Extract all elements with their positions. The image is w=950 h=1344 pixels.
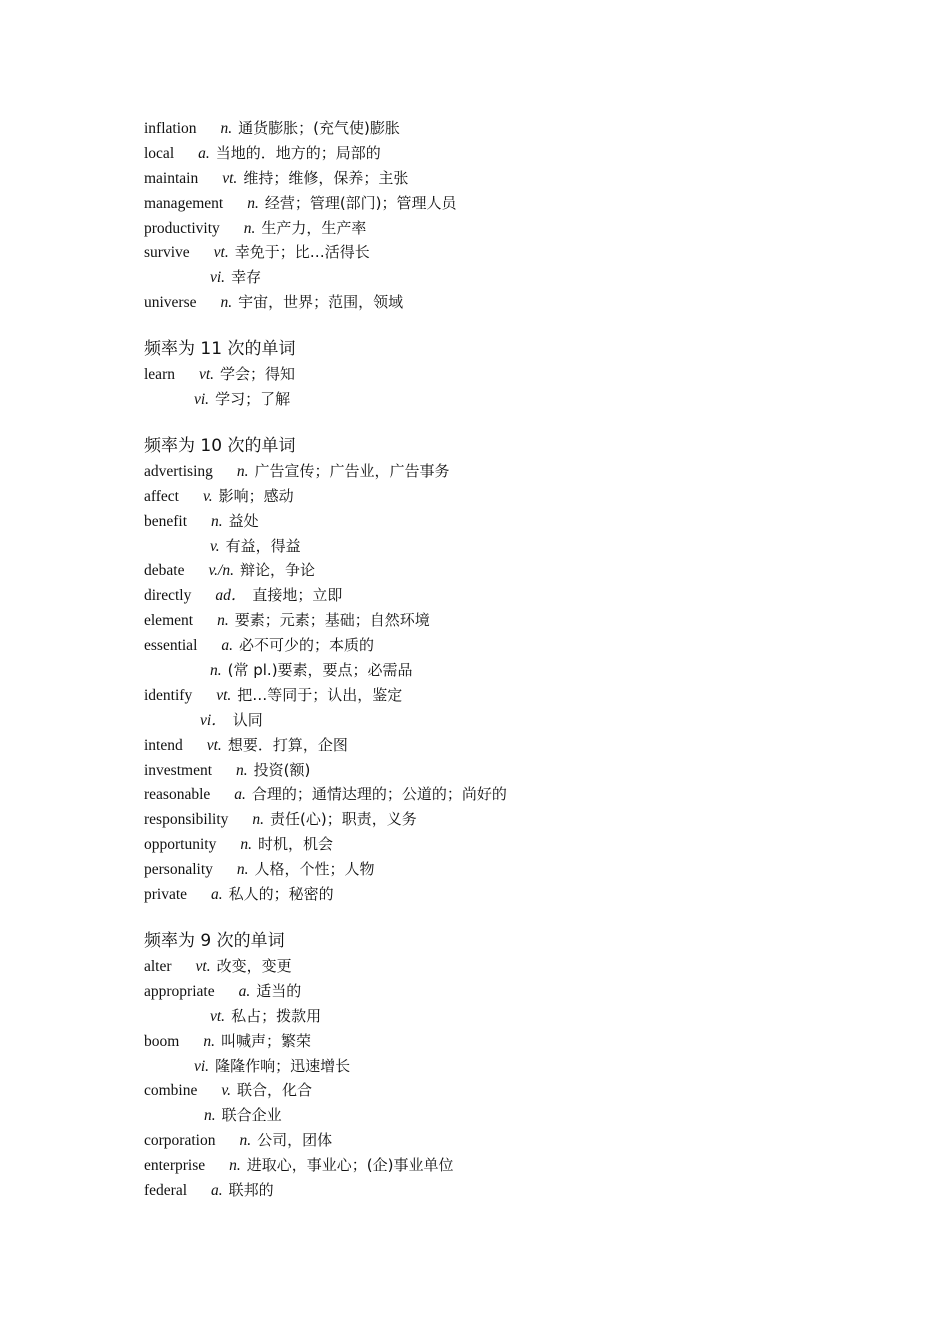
definition: 经营；管理(部门)；管理人员 [264,193,457,212]
part-of-speech: vt. [213,244,229,262]
definition: 广告宣传；广告业，广告事务 [254,461,450,480]
entry-word: universe [144,294,197,312]
entry-word: survive [144,244,190,262]
definition: 辩论，争论 [240,561,316,580]
vocab-entry [144,240,904,265]
vocab-entry [144,558,904,583]
entry-word: investment [144,761,213,779]
vocab-entry [144,191,904,216]
definition: 投资(额) [253,760,311,779]
section-heading: 频率为 11 次的单词 [144,339,296,360]
definition: 想要．打算，企图 [227,735,348,754]
vocab-entry [144,116,904,141]
vocab-entry-continuation [144,387,904,412]
part-of-speech: a. [211,886,223,904]
definition: 幸免于；比…活得长 [234,243,370,262]
definition: 学会；得知 [220,365,296,384]
part-of-speech: n. [236,761,248,779]
vocab-entry [144,583,904,608]
entry-word: affect [144,487,179,505]
definition: 隆隆作响；迅速增长 [215,1056,351,1075]
vocab-entry-continuation [144,1054,904,1079]
part-of-speech: n. [229,1157,241,1175]
entry-word: debate [144,562,185,580]
definition: 必不可少的；本质的 [239,636,375,655]
definition: (常 pl.)要素，要点；必需品 [227,661,413,680]
entry-word: appropriate [144,982,215,1000]
vocab-entry [144,1128,904,1153]
section-heading: 频率为 10 次的单词 [144,435,296,456]
vocab-entry [144,782,904,807]
definition: 要素；元素；基础；自然环境 [234,611,430,630]
part-of-speech: n. [239,1132,252,1150]
entry-word: federal [144,1181,188,1199]
entry-word: learn [144,366,175,384]
vocab-entry [144,362,904,387]
definition: 通货膨胀；(充气使)膨胀 [238,119,400,137]
definition: 有益，得益 [225,536,301,555]
definition: 影响；感动 [218,486,294,505]
vocab-entry [144,882,904,907]
part-of-speech: vi. [194,391,210,409]
entry-word: reasonable [144,786,211,804]
entry-word: benefit [144,512,188,530]
part-of-speech: n. [217,612,229,630]
definition: 当地的．地方的；局部的 [215,143,381,162]
vocab-entry [144,758,904,783]
part-of-speech: n. [203,1032,215,1050]
definition: 益处 [228,511,259,530]
entry-word: maintain [144,169,199,187]
entry-word: corporation [144,1132,216,1150]
vocab-entry-continuation [144,658,904,683]
part-of-speech: v. [210,537,220,555]
definition: 时机，机会 [257,835,333,854]
part-of-speech: n. [220,294,233,312]
definition: 私人的；秘密的 [228,885,334,904]
definition: 联邦的 [228,1180,274,1199]
vocab-entry [144,1078,904,1103]
vocab-entry [144,954,904,979]
part-of-speech: a. [211,1181,223,1199]
definition: 公司，团体 [257,1131,333,1150]
vocab-entry [144,141,904,166]
part-of-speech: n. [236,861,249,879]
vocab-entry-continuation [144,708,904,733]
vocab-entry [144,290,904,315]
definition: 宇宙，世界；范围，领域 [238,293,404,312]
part-of-speech: v. [203,487,213,505]
vocab-entry-continuation [144,534,904,559]
part-of-speech: n. [204,1107,216,1125]
vocab-entry [144,459,904,484]
entry-word: directly [144,587,192,605]
part-of-speech: n. [210,662,222,680]
part-of-speech: vi. [210,269,226,287]
part-of-speech: vt. [198,366,215,384]
vocab-entry [144,166,904,191]
entry-word: advertising [144,462,213,480]
part-of-speech: n. [236,462,249,480]
definition: 叫喊声；繁荣 [220,1031,311,1050]
definition: 责任(心)；职责，义务 [270,810,417,829]
definition: 生产力，生产率 [261,218,367,237]
vocabulary-list [144,116,904,1203]
definition: 直接地；立即 [252,586,343,605]
entry-word: enterprise [144,1157,206,1175]
entry-word: boom [144,1032,180,1050]
vocab-entry [144,733,904,758]
vocab-entry [144,1153,904,1178]
part-of-speech: vt. [206,736,222,754]
vocab-entry [144,683,904,708]
definition: 幸存 [231,268,262,287]
vocab-entry [144,1178,904,1203]
entry-word: management [144,194,224,212]
definition: 学习；了解 [215,390,291,409]
definition: 认同 [232,710,263,729]
entry-word: element [144,612,194,630]
part-of-speech: vt. [210,1007,226,1025]
vocab-entry [144,216,904,241]
entry-word: productivity [144,219,220,237]
part-of-speech: a. [234,786,246,804]
part-of-speech: v. [221,1082,231,1100]
part-of-speech: a. [238,982,251,1000]
vocab-entry-continuation [144,1004,904,1029]
definition: 人格，个性；人物 [254,860,375,879]
entry-word: local [144,144,175,162]
part-of-speech: a. [198,144,210,162]
section-heading: 频率为 9 次的单词 [144,930,285,951]
definition: 维持；维修，保养；主张 [243,168,409,187]
part-of-speech: vi． [200,711,227,729]
definition: 适当的 [256,981,302,1000]
vocab-entry-continuation [144,1103,904,1128]
entry-word: opportunity [144,836,217,854]
part-of-speech: ad． [215,587,247,605]
definition: 把…等同于；认出，鉴定 [237,685,403,704]
part-of-speech: a. [221,637,233,655]
definition: 私占；拨款用 [231,1006,322,1025]
part-of-speech: vt. [222,169,238,187]
definition: 联合企业 [221,1106,282,1125]
definition: 联合，化合 [236,1081,312,1100]
part-of-speech: n. [252,811,265,829]
entry-word: responsibility [144,811,229,829]
part-of-speech: n. [240,836,252,854]
vocab-entry [144,509,904,534]
part-of-speech: v./n. [208,562,234,580]
part-of-speech: n. [220,120,233,137]
vocab-entry [144,857,904,882]
definition: 改变，变更 [216,956,292,975]
vocab-entry [144,979,904,1004]
part-of-speech: vt. [216,686,232,704]
vocab-entry [144,1029,904,1054]
entry-word: essential [144,637,198,655]
vocab-entry [144,484,904,509]
entry-word: identify [144,686,193,704]
vocab-entry-continuation [144,265,904,290]
entry-word: personality [144,861,213,879]
part-of-speech: n. [243,219,256,237]
vocab-entry [144,633,904,658]
vocab-entry [144,608,904,633]
definition: 合理的；通情达理的；公道的；尚好的 [251,785,507,804]
entry-word: private [144,886,188,904]
entry-word: inflation [144,120,197,137]
vocab-entry [144,807,904,832]
part-of-speech: n. [247,194,259,212]
entry-word: alter [144,957,172,975]
part-of-speech: vt. [195,957,211,975]
vocab-entry [144,832,904,857]
part-of-speech: n. [211,512,223,530]
part-of-speech: vi. [194,1057,210,1075]
definition: 进取心，事业心；(企)事业单位 [246,1156,454,1175]
entry-word: combine [144,1082,198,1100]
entry-word: intend [144,736,183,754]
